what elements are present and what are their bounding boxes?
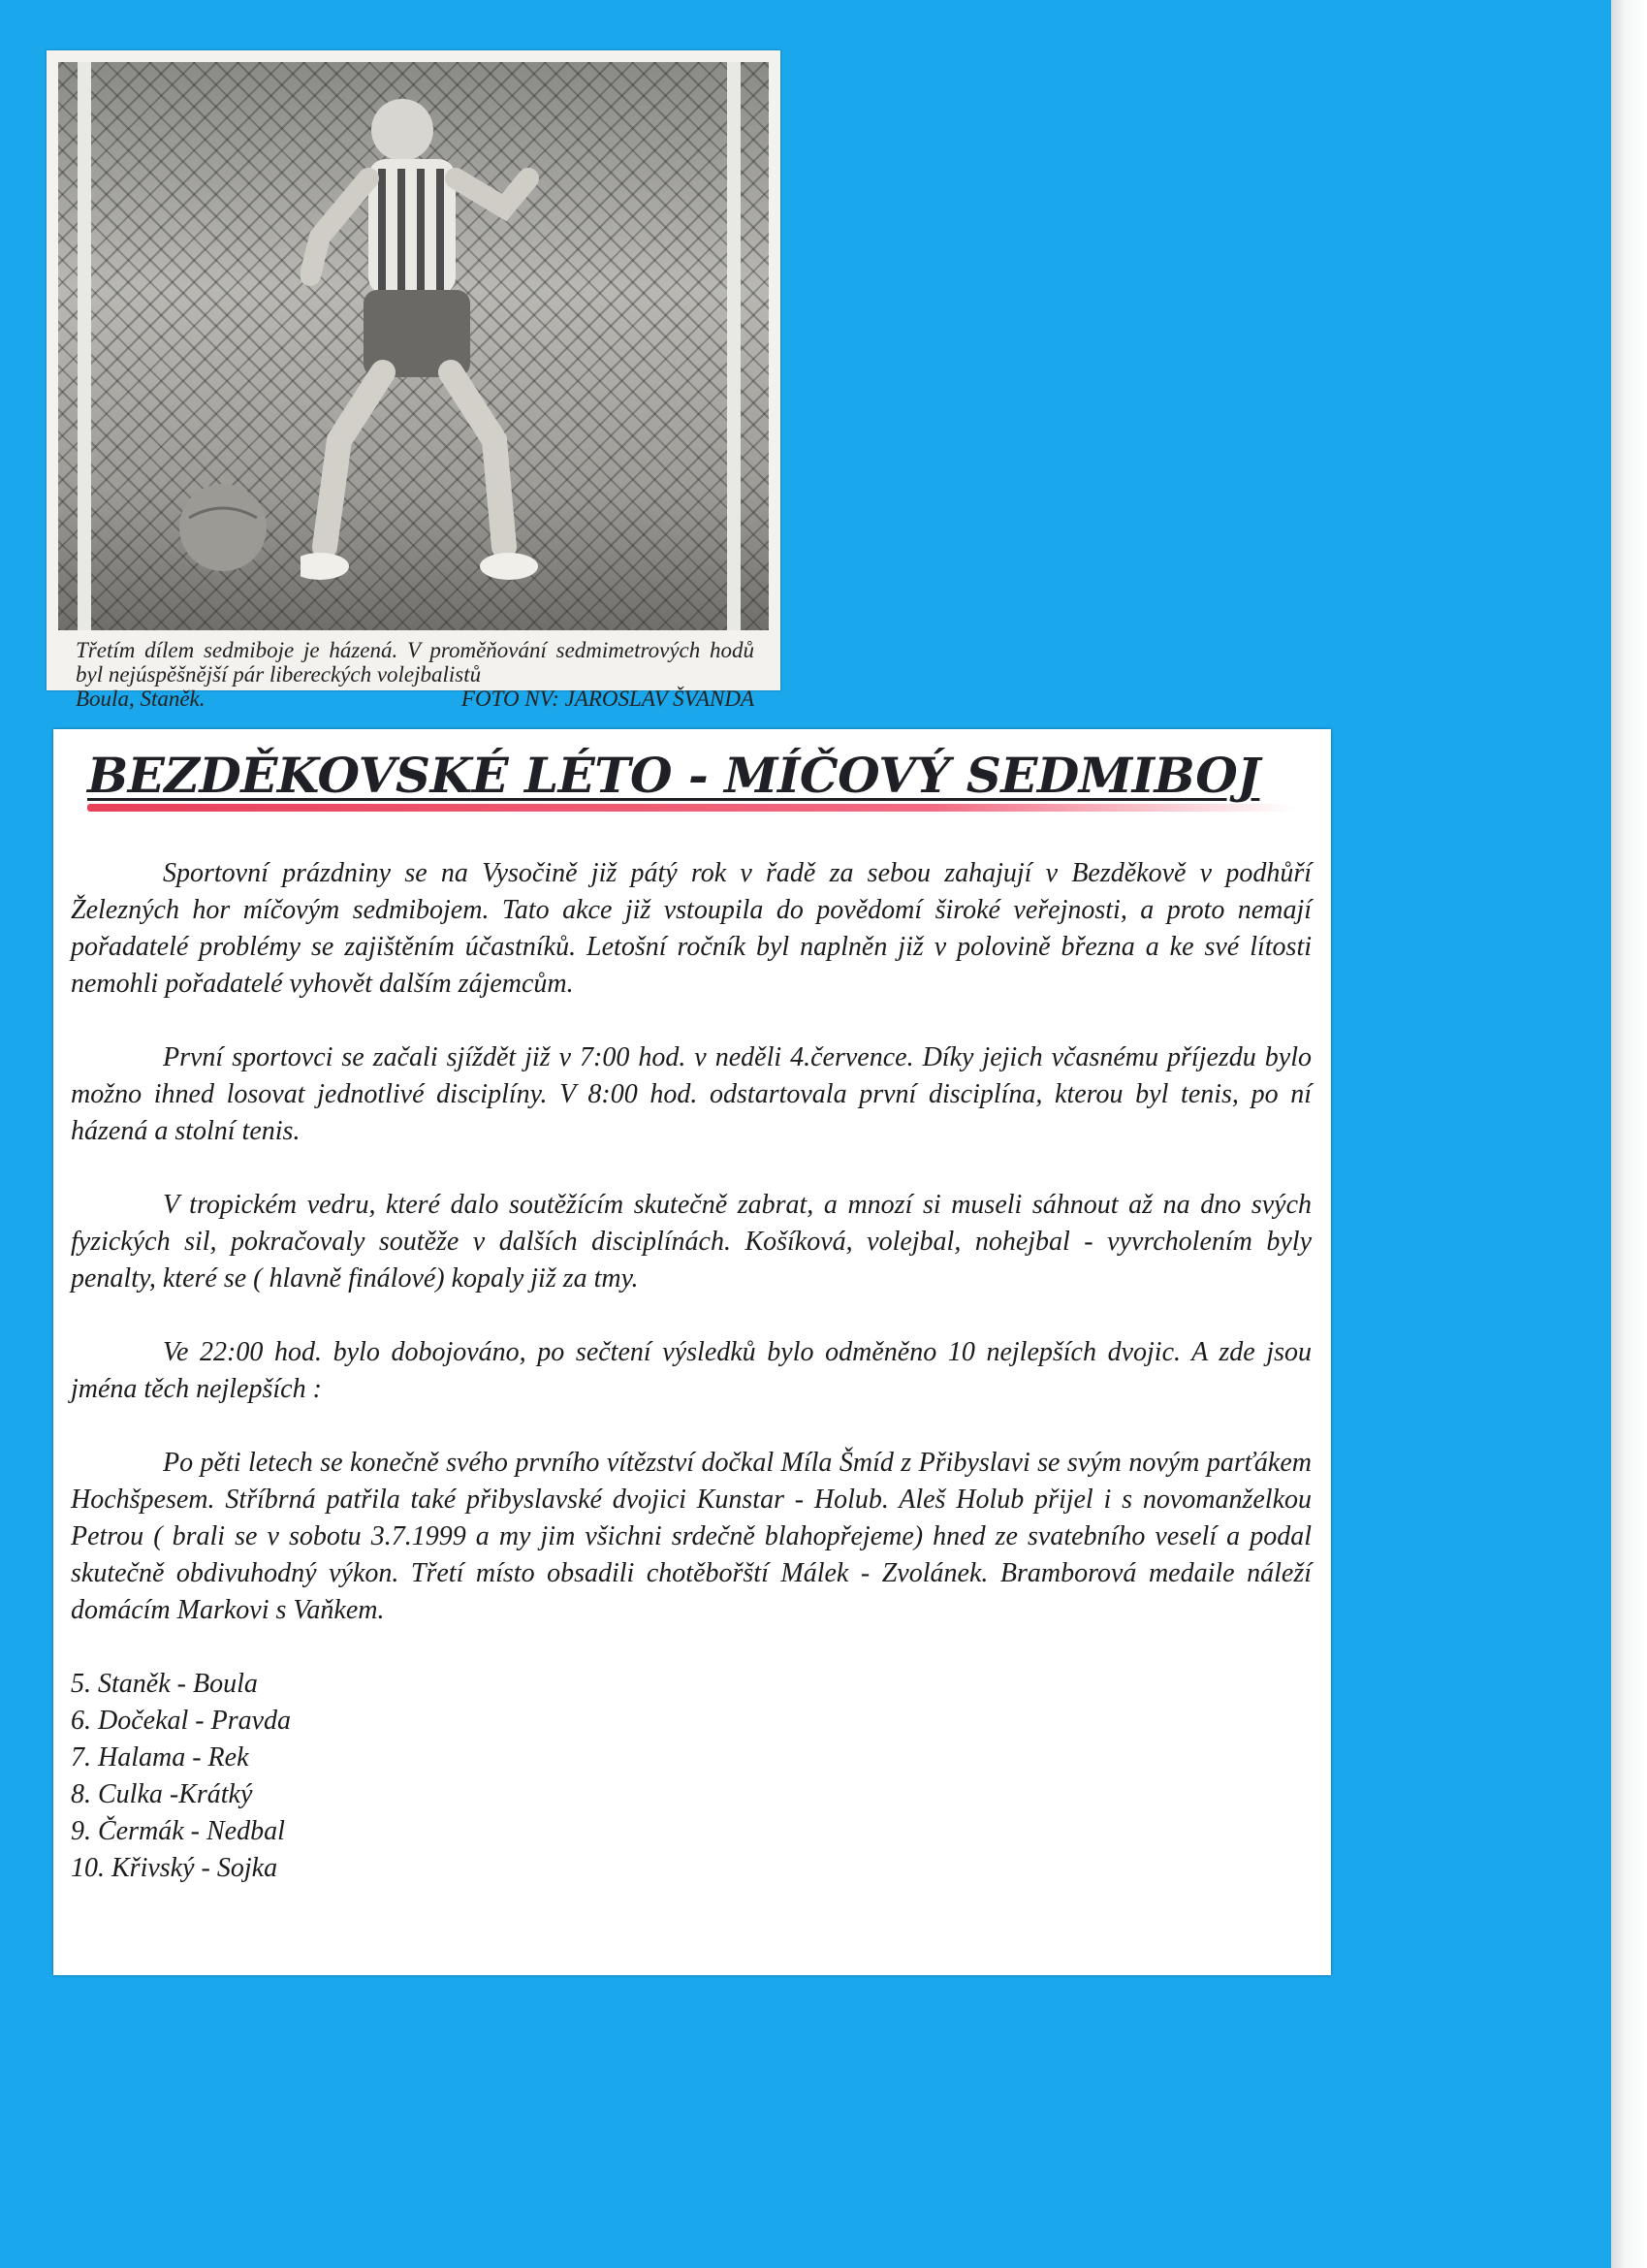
photo-credit: FOTO NV: JAROSLAV ŠVANDA (460, 687, 754, 711)
result-item: 6. Dočekal - Pravda (71, 1706, 292, 1736)
handball-goalkeeper-photo (58, 62, 769, 630)
caption-names: Boula, Staněk. (76, 687, 206, 711)
paragraph: Po pěti letech se konečně svého prvního vítězství dočkal Míla Šmíd z Přibyslavi se svým novým parťákem Hochšpesem. Stříbrná patřila také přibyslavské dvojici Kunstar - Holub. Aleš Holub přijel i s novomanželkou Petrou ( brali se v sobotu 3.7.1999 a my jim všichni srdečně blahopřejeme) hned ze svatebního veselí a podal skutečně obdivuhodný výkon. Třetí místo obsadili chotěbořští Málek - Zvolánek. Bramborová medaile náleží domácím Markovi s Vaňkem. (71, 1448, 1312, 1625)
goalkeeper-figure (301, 91, 543, 605)
photo-caption (76, 638, 754, 711)
paragraph: V tropickém vedru, které dalo soutěžícím skutečně zabrat, a mnozí si museli sáhnout až na dno svých fyzických sil, pokračovaly soutěže v dalších disciplínách. Košíková, volejbal, nohejbal - vyvrcholením byly penalty, které se ( hlavně finálové) kopaly již za tmy. (71, 1190, 1312, 1294)
result-item: 5. Staněk - Boula (71, 1669, 258, 1699)
result-item: 7. Halama - Rek (71, 1742, 249, 1773)
paragraph: Ve 22:00 hod. bylo dobojováno, po sečtení výsledků bylo odměněno 10 nejlepších dvojic. A zde jsou jména těch nejlepších : (71, 1337, 1312, 1404)
article-body (71, 855, 1312, 1887)
headline-underline-rule (87, 804, 1294, 812)
article-headline: BEZDĚKOVSKÉ LÉTO - MÍČOVÝ SEDMIBOJ (87, 747, 1260, 804)
paragraph: První sportovci se začali sjíždět již v 7:00 hod. v neděli 4.července. Díky jejich včasnému příjezdu bylo možno ihned losovat jednotlivé disciplíny. V 8:00 hod. odstartovala první disciplína, kterou byl tenis, po ní házená a stolní tenis. (71, 1042, 1312, 1146)
result-item: 10. Křivský - Sojka (71, 1853, 278, 1883)
result-item: 8. Culka -Krátký (71, 1779, 253, 1809)
results-list (71, 1666, 1312, 1887)
sheet-protector-edge (1611, 0, 1647, 2268)
article-sheet (53, 729, 1331, 1975)
newspaper-photo-clipping (47, 50, 780, 711)
caption-text: Třetím dílem sedmiboje je házená. V proměňování sedmimetrových hodů byl nejúspěšnější pár libereckých volejbalistů (76, 638, 754, 687)
result-item: 9. Čermák - Nedbal (71, 1816, 285, 1846)
handball-ball (174, 479, 271, 576)
paragraph: Sportovní prázdniny se na Vysočině již pátý rok v řadě za sebou zahajují v Bezděkově v podhůří Železných hor míčovým sedmibojem. Tato akce již vstoupila do povědomí široké veřejnosti, a proto nemají pořadatelé problémy se zajištěním účastníků. Letošní ročník byl naplněn již v polovině března a ke své lítosti nemohli pořadatelé vyhovět dalším zájemcům. (71, 858, 1312, 999)
goal-post-right (727, 62, 741, 630)
goal-post-left (78, 62, 91, 630)
